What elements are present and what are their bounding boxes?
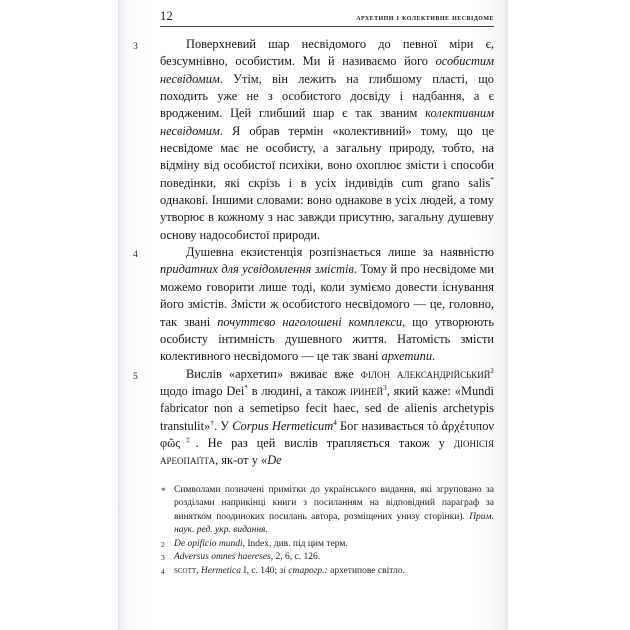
text-run: щодо imago Dei — [160, 383, 245, 398]
proper-name: діонісія ареопаґіта — [160, 435, 494, 468]
text-run: однакові. Іншими словами: воно однакове в усіх людей, а тому утворює в кожному з нас завжди присутню, загальну душевну основу надособистої природи. — [160, 193, 494, 242]
text-run: Бог називається τὸ ἀρχέτυπον φῶς — [160, 418, 495, 450]
footnote-reference: * — [244, 382, 248, 392]
running-head — [160, 9, 494, 27]
body-text — [133, 36, 495, 470]
emphasised-text: De opificio mundi — [174, 538, 243, 549]
footnote — [160, 565, 494, 578]
footnote-marker: * — [161, 486, 166, 496]
text-run: . Тому й про несвідоме ми можемо говорити лише тоді, коли зуміємо довести існування його змістів. Змісти ж особистого несвідомого — це, головно, так звані — [160, 262, 494, 329]
text-run: архетипове світло. — [327, 566, 406, 577]
footnote-reference: 2 — [490, 365, 494, 375]
text-run: , що утворюють особисту інтимність душевного життя. Натомість змісти колективного несвідомого — це так звані — [160, 314, 494, 364]
page-number: 12 — [160, 9, 173, 23]
page-gutter-right — [508, 0, 630, 630]
emphasised-text: придатних для усвідомлення змістів — [160, 262, 354, 277]
page-gutter-left — [0, 0, 118, 630]
footnote-marker: 4 — [161, 567, 165, 577]
text-run: I, с. 140; — [241, 566, 280, 577]
footnote — [160, 538, 494, 551]
paragraph-number: 3 — [133, 41, 138, 52]
emphasised-text: Adversus omnes haereses — [174, 552, 271, 563]
paragraph-number: 4 — [133, 249, 138, 261]
footnote-block — [160, 484, 494, 579]
text-run: Символами позначені примітки до українського видання, які згруповано за розділами наприкінці книги з посиланням на відповідний параграф за винятком поодиноких посилань автора, розміщених унизу сторінки). — [174, 485, 494, 522]
emphasised-text: Hermetica — [200, 566, 242, 577]
text-run: , Index, див. під цим терм. — [242, 538, 348, 549]
emphasised-text: Corpus Hermeticum — [232, 418, 334, 433]
text-run: . Утім, він лежить на глибшому пласті, що походить уже не з особистого досвіду і надбання, а є вродженим. Цей глибший шар є так званим — [160, 71, 494, 121]
emphasised-text: Прим. наук. ред. укр. видання. — [174, 511, 494, 535]
paragraph-number: 5 — [133, 370, 138, 382]
footnote-reference: * — [490, 174, 494, 184]
text-run: в людині, а також — [247, 383, 350, 398]
emphasised-text: колективним несвідомим — [160, 106, 494, 138]
emphasised-text: почуттєво наголошені комплекси — [217, 314, 403, 329]
emphasised-text: De — [267, 453, 282, 468]
proper-name: філон александрійський — [360, 366, 491, 381]
text-run: . Не раз цей вислів трапляється також у — [195, 435, 454, 450]
text-run: , 2, 6, с. 126. — [270, 552, 321, 563]
text-run: , як-от у « — [215, 453, 268, 468]
proper-name: scott — [174, 566, 197, 577]
text-run: Душевна екзистенція розпізнається лише за наявністю — [186, 245, 494, 260]
text-run: , — [196, 566, 201, 577]
text-run: . У — [214, 418, 233, 433]
footnote-marker: 3 — [161, 553, 165, 563]
text-run: . — [432, 349, 436, 364]
text-run: Вислів «архетип» вживає вже — [186, 366, 361, 381]
body-paragraph — [133, 36, 494, 244]
running-title: архетипи і колективне несвідоме — [356, 12, 494, 22]
proper-name: іриней — [350, 383, 383, 398]
text-run: . Я обрав термін «колективний» тому, що це несвідоме має не особисту, а загальну природу, тобто, на відміну від особистої психіки, воно охоплює змісти і способи поведінки, які скрізь і в усіх індивідів cum grano salis — [160, 123, 494, 190]
footnote-reference: 4 — [333, 417, 337, 427]
footnote — [160, 551, 494, 564]
footnote-marker: 2 — [161, 539, 165, 549]
text-run: , який каже: «Mundi fabricator non a semetipso fecit haec, sed de alienis archetypis transtulit» — [160, 383, 494, 433]
footnote-reference: ‡ — [180, 434, 196, 444]
emphasised-text: зі старогр.: — [279, 566, 328, 577]
body-paragraph — [133, 365, 495, 470]
body-paragraph — [133, 244, 494, 365]
emphasised-text: особистим несвідомим — [160, 54, 494, 86]
footnote-reference: † — [210, 417, 215, 427]
text-run: Поверхневий шар несвідомого до певної міри є, безсумнівно, особистим. Ми й називаємо його — [160, 37, 494, 69]
footnote — [160, 484, 494, 537]
footnote-reference: 3 — [383, 382, 387, 392]
emphasised-text: архетипи — [381, 349, 433, 364]
